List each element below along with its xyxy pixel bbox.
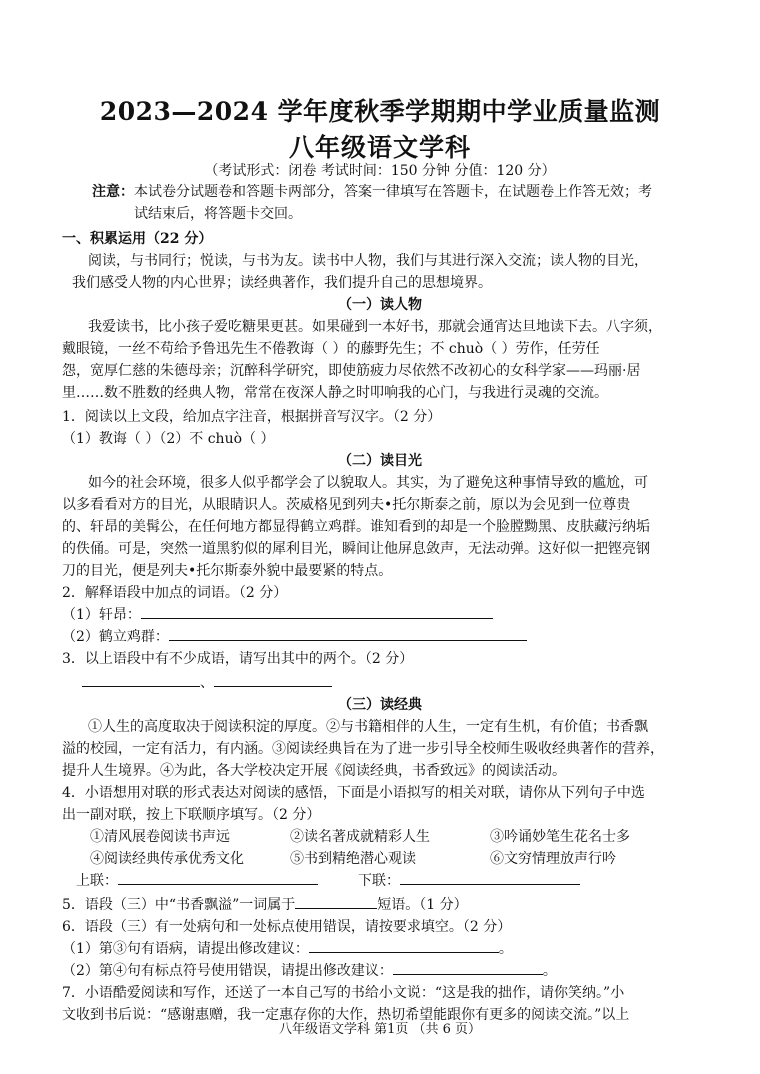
question-1-answers: （1）教诲（ ）（2）不 chuò（ ） (62, 431, 275, 447)
intro-text: 阅读，与书同行；悦读，与书为友。读书中人物，我们与其进行深入交流；读人物的目光， (88, 253, 648, 269)
exam-info: （考试形式：闭卷 考试时间：150 分钟 分值：120 分） (204, 163, 556, 179)
question-5-text-end: 短语。（1 分） (377, 897, 468, 913)
paragraph-line: 刀的目光，便是列夫•托尔斯泰外貌中最要紧的特点。 (62, 563, 393, 579)
question-7-cont: 文收到书后说：“感谢惠赠，我一定惠存你的大作，热切希望能跟你有更多的阅读交流。”以上 (62, 1007, 630, 1023)
paragraph-line: 戴眼镜，一丝不苟给予鲁迅先生不倦教诲（ ）的藤野先生；不 chuò（ ）劳作，任劳任 (62, 341, 600, 357)
paragraph-line: 的佚俑。可是，突然一道黑豹似的犀利目光，瞬间让他屏息敛声，无法动弹。这好似一把铿亮钢 (62, 541, 650, 557)
upper-couplet-label: 上联： (76, 873, 118, 889)
answer-blank[interactable] (214, 672, 332, 687)
question-6b-label: （2）第④句有标点符号使用错误，请提出修改建议： (62, 963, 393, 979)
option: ③吟诵妙笔生花名士多 (490, 829, 630, 845)
answer-blank[interactable] (400, 870, 580, 885)
question-6a (62, 938, 712, 960)
answer-blank[interactable] (393, 960, 543, 975)
answer-blank[interactable] (295, 894, 377, 909)
paragraph-line: 以多看看对方的目光，从眼睛识人。茨威格见到列夫•托尔斯泰之前，原以为会见到一位尊贵 (62, 497, 631, 513)
option: ②读名著成就精彩人生 (290, 829, 430, 845)
paragraph-line: 怨，宽厚仁慈的朱德母亲；沉醉科学研究，即使筋疲力尽依然不改初心的女科学家——玛丽·居 (62, 363, 641, 379)
notice-text: 本试卷分试题卷和答题卡两部分，答案一律填写在答题卡，在试题卷上作答无效；考 (134, 184, 652, 200)
lower-couplet-label: 下联： (358, 873, 400, 889)
question-2: 2．解释语段中加点的词语。（2 分） (62, 585, 288, 601)
question-6: 6．语段（三）有一处病句和一处标点使用错误，请按要求填空。（2 分） (62, 919, 512, 935)
question-2b (62, 626, 712, 648)
question-3: 3．以上语段中有不少成语，请写出其中的两个。（2 分） (62, 651, 414, 667)
period: 。 (542, 963, 557, 979)
answer-blank[interactable] (309, 938, 499, 953)
question-1: 1．阅读以上文段，给加点字注音，根据拼音写汉字。（2 分） (62, 409, 442, 425)
question-6a-label: （1）第③句有语病，请提出修改建议： (62, 941, 309, 957)
options-row-1 (90, 826, 730, 848)
answer-blank[interactable] (82, 672, 200, 687)
question-5 (62, 894, 712, 916)
part-heading: （三）读经典 (338, 697, 422, 713)
answer-blank[interactable] (141, 604, 493, 619)
question-2b-label: （2）鹤立鸡群： (62, 629, 169, 645)
answer-blank[interactable] (169, 626, 527, 641)
paragraph-line: 我爱读书，比小孩子爱吃糖果更甚。如果碰到一本好书，那就会通宵达旦地读下去。八字须， (88, 319, 662, 335)
question-4-cont: 出一副对联，按上下联顺序填写。（2 分） (62, 807, 321, 823)
question-2a (62, 604, 712, 626)
paragraph-line: 如今的社会环境，很多人似乎都学会了以貌取人。其实，为了避免这种事情导致的尴尬，可 (88, 475, 648, 491)
paragraph-line: ①人生的高度取决于阅读积淀的厚度。②与书籍相伴的人生，一定有生机，有价值；书香飘 (88, 719, 648, 735)
paragraph-line: 里……数不胜数的经典人物，常常在夜深人静之时叩响我的心门，与我进行灵魂的交流。 (62, 385, 608, 401)
paragraph-line: 的、轩昂的美髯公，在任何地方都显得鹤立鸡群。谁知看到的却是一个脸膛黝黑、皮肤藏污纳垢 (62, 519, 650, 535)
notice (92, 181, 742, 203)
option: ⑤书到精绝潜心观读 (290, 851, 416, 867)
notice-text-2: 试结束后，将答题卡交回。 (134, 206, 302, 222)
intro-text: 我们感受人物的内心世界；读经典著作，我们提升自己的思想境界。 (72, 275, 492, 291)
answer-blank[interactable] (118, 870, 318, 885)
part-heading: （二）读目光 (338, 453, 422, 469)
option: ①清风展卷阅读书声远 (90, 829, 230, 845)
question-7: 7．小语酷爱阅读和写作，还送了一本自己写的书给小文说：“这是我的拙作，请你笑纳。”小 (62, 985, 625, 1001)
notice-label: 注意： (92, 184, 134, 200)
exam-subject-title: 八年级语文学科 (288, 133, 471, 162)
options-row-2 (90, 848, 730, 870)
question-4: 4．小语想用对联的形式表达对阅读的感悟，下面是小语拟写的相关对联，请你从下列句子中选 (62, 785, 645, 801)
question-6b (62, 960, 712, 982)
option: ⑥文穷情理放声行吟 (490, 851, 616, 867)
section-heading: 一、积累运用（22 分） (62, 231, 213, 247)
period: 。 (498, 941, 513, 957)
question-2a-label: （1）轩昂： (62, 607, 141, 623)
paragraph-line: 溢的校园，一定有活力，有内涵。③阅读经典旨在为了进一步引导全校师生吸收经典著作的营养， (62, 741, 664, 757)
question-3-answers (82, 672, 732, 694)
paragraph-line: 提升人生境界。④为此，各大学校决定开展《阅读经典，书香致远》的阅读活动。 (62, 763, 566, 779)
separator: 、 (200, 675, 214, 691)
option: ④阅读经典传承优秀文化 (90, 851, 244, 867)
part-heading: （一）读人物 (338, 297, 422, 313)
exam-title: 2023—2024 学年度秋季学期期中学业质量监测 (99, 97, 661, 126)
page-footer: 八年级语文学科 第1页 （共 6 页） (278, 1022, 482, 1037)
question-5-text: 5．语段（三）中“书香飘溢”一词属于 (62, 897, 296, 913)
couplet-answers (76, 870, 726, 892)
